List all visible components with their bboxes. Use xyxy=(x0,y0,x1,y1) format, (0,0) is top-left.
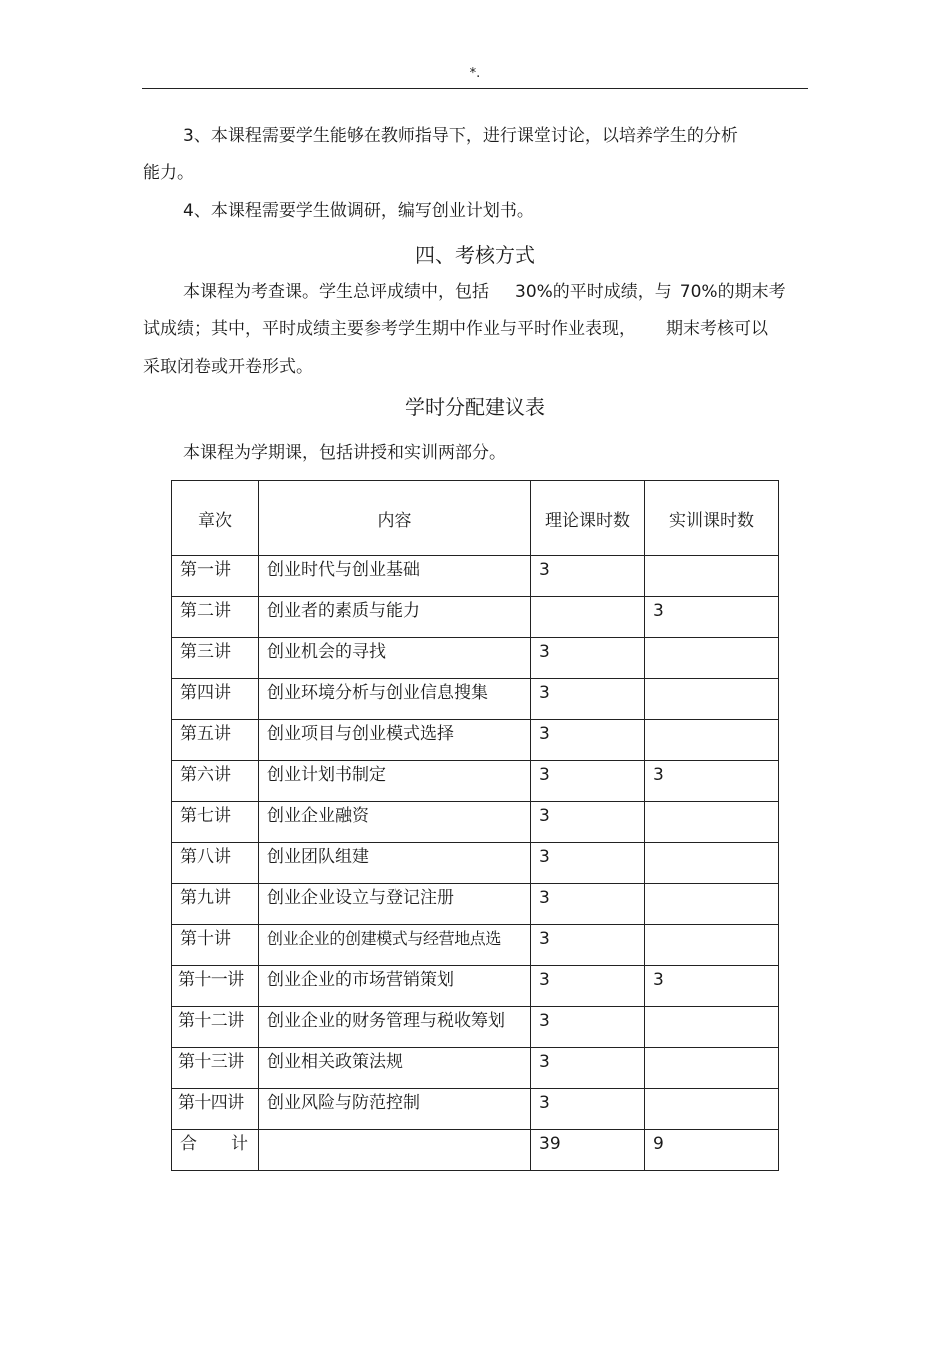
cell-content: 创业企业的创建模式与经营地点选 xyxy=(259,925,531,966)
header-chapter: 章次 xyxy=(172,481,259,556)
assessment-line-1-part-b: 30%的平时成绩，与 xyxy=(515,282,672,302)
cell-content: 创业企业的市场营销策划 xyxy=(259,966,531,1007)
cell-chapter: 第九讲 xyxy=(172,884,259,925)
cell-theory-hours: 3 xyxy=(531,761,645,802)
paragraph-item-3-line-2: 能力。 xyxy=(143,163,194,183)
cell-theory-hours: 3 xyxy=(531,884,645,925)
cell-practice-hours xyxy=(645,843,779,884)
cell-content: 创业计划书制定 xyxy=(259,761,531,802)
cell-practice-hours xyxy=(645,679,779,720)
cell-content: 创业企业设立与登记注册 xyxy=(259,884,531,925)
cell-content: 创业者的素质与能力 xyxy=(259,597,531,638)
cell-theory-hours: 3 xyxy=(531,720,645,761)
cell-chapter: 第三讲 xyxy=(172,638,259,679)
table-header-row xyxy=(172,481,779,556)
cell-theory-hours xyxy=(531,597,645,638)
cell-chapter: 第十一讲 xyxy=(172,966,259,1007)
cell-total-practice-hours: 9 xyxy=(645,1130,779,1171)
assessment-line-2-part-b: 期末考核可以 xyxy=(666,319,768,339)
cell-practice-hours xyxy=(645,1048,779,1089)
table-row xyxy=(172,556,779,597)
cell-theory-hours: 3 xyxy=(531,679,645,720)
table-row xyxy=(172,843,779,884)
hours-allocation-table xyxy=(171,480,779,1171)
cell-total-label: 合 计 xyxy=(172,1130,259,1171)
cell-chapter: 第一讲 xyxy=(172,556,259,597)
table-row xyxy=(172,597,779,638)
cell-content: 创业风险与防范控制 xyxy=(259,1089,531,1130)
cell-practice-hours xyxy=(645,638,779,679)
cell-chapter: 第七讲 xyxy=(172,802,259,843)
cell-chapter: 第四讲 xyxy=(172,679,259,720)
table-intro: 本课程为学期课，包括讲授和实训两部分。 xyxy=(183,443,506,463)
table-row xyxy=(172,761,779,802)
cell-practice-hours xyxy=(645,720,779,761)
cell-practice-hours xyxy=(645,1089,779,1130)
cell-total-content xyxy=(259,1130,531,1171)
cell-content: 创业机会的寻找 xyxy=(259,638,531,679)
cell-content: 创业企业的财务管理与税收筹划 xyxy=(259,1007,531,1048)
header-practice-hours: 实训课时数 xyxy=(645,481,779,556)
cell-chapter: 第六讲 xyxy=(172,761,259,802)
cell-chapter: 第二讲 xyxy=(172,597,259,638)
cell-practice-hours xyxy=(645,802,779,843)
table-row xyxy=(172,884,779,925)
cell-theory-hours: 3 xyxy=(531,1048,645,1089)
cell-content: 创业团队组建 xyxy=(259,843,531,884)
cell-practice-hours xyxy=(645,556,779,597)
assessment-line-1-part-a: 本课程为考查课。学生总评成绩中，包括 xyxy=(183,282,489,302)
header-content: 内容 xyxy=(259,481,531,556)
cell-chapter: 第十二讲 xyxy=(172,1007,259,1048)
cell-content: 创业项目与创业模式选择 xyxy=(259,720,531,761)
cell-content: 创业时代与创业基础 xyxy=(259,556,531,597)
cell-content: 创业企业融资 xyxy=(259,802,531,843)
cell-theory-hours: 3 xyxy=(531,925,645,966)
header-divider xyxy=(142,88,808,89)
cell-chapter: 第十三讲 xyxy=(172,1048,259,1089)
cell-practice-hours xyxy=(645,1007,779,1048)
cell-total-theory-hours: 39 xyxy=(531,1130,645,1171)
cell-theory-hours: 3 xyxy=(531,802,645,843)
paragraph-item-4: 4、本课程需要学生做调研，编写创业计划书。 xyxy=(183,201,534,221)
table-row xyxy=(172,1007,779,1048)
table-row xyxy=(172,1048,779,1089)
cell-practice-hours: 3 xyxy=(645,966,779,1007)
assessment-line-1 xyxy=(183,280,786,304)
section-heading-assessment: 四、考核方式 xyxy=(415,243,535,267)
assessment-line-3: 采取闭卷或开卷形式。 xyxy=(143,357,313,377)
table-row xyxy=(172,966,779,1007)
cell-theory-hours: 3 xyxy=(531,843,645,884)
table-row xyxy=(172,679,779,720)
cell-practice-hours xyxy=(645,925,779,966)
header-theory-hours: 理论课时数 xyxy=(531,481,645,556)
assessment-line-2-part-a: 试成绩；其中，平时成绩主要参考学生期中作业与平时作业表现， xyxy=(143,319,636,339)
cell-chapter: 第十讲 xyxy=(172,925,259,966)
table-row xyxy=(172,638,779,679)
table-row xyxy=(172,925,779,966)
table-row xyxy=(172,802,779,843)
page-header-mark: *. xyxy=(469,66,481,81)
cell-chapter: 第八讲 xyxy=(172,843,259,884)
assessment-line-1-part-c: 70%的期末考 xyxy=(679,282,786,302)
cell-chapter: 第十四讲 xyxy=(172,1089,259,1130)
table-row xyxy=(172,720,779,761)
table-total-row xyxy=(172,1130,779,1171)
cell-chapter: 第五讲 xyxy=(172,720,259,761)
paragraph-item-3-line-1: 3、本课程需要学生能够在教师指导下，进行课堂讨论，以培养学生的分析 xyxy=(183,126,738,146)
cell-theory-hours: 3 xyxy=(531,556,645,597)
cell-practice-hours: 3 xyxy=(645,597,779,638)
table-row xyxy=(172,1089,779,1130)
cell-theory-hours: 3 xyxy=(531,1089,645,1130)
cell-practice-hours xyxy=(645,884,779,925)
table-title: 学时分配建议表 xyxy=(405,395,545,419)
cell-theory-hours: 3 xyxy=(531,638,645,679)
cell-content: 创业环境分析与创业信息搜集 xyxy=(259,679,531,720)
cell-theory-hours: 3 xyxy=(531,1007,645,1048)
cell-theory-hours: 3 xyxy=(531,966,645,1007)
cell-content: 创业相关政策法规 xyxy=(259,1048,531,1089)
assessment-line-2 xyxy=(143,317,768,341)
cell-practice-hours: 3 xyxy=(645,761,779,802)
